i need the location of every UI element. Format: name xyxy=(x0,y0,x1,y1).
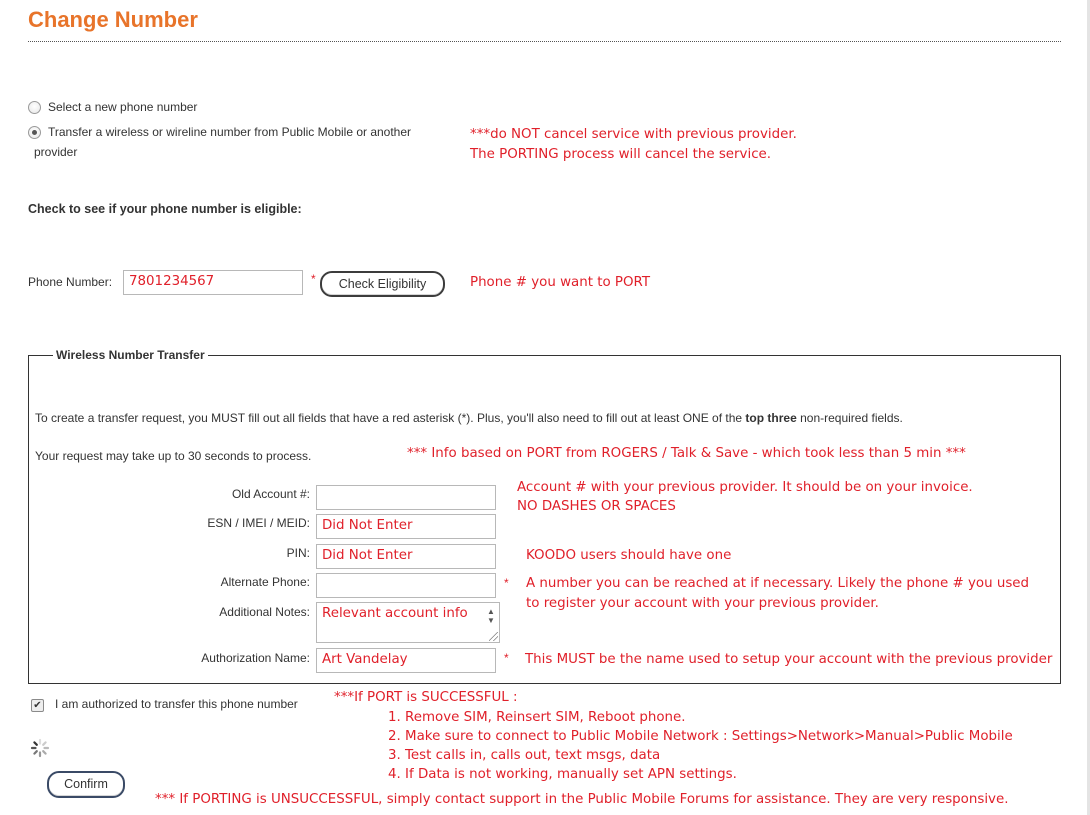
alternate-phone-input[interactable] xyxy=(316,573,496,598)
confirm-button[interactable]: Confirm xyxy=(47,771,125,798)
radio-transfer-label-line1: Transfer a wireless or wireline number from Public Mobile or another xyxy=(48,125,412,139)
loading-spinner-icon xyxy=(30,738,50,758)
additional-notes-textarea[interactable] xyxy=(316,602,500,643)
radio-transfer-number[interactable] xyxy=(28,126,41,139)
alternate-phone-label: Alternate Phone: xyxy=(220,575,310,589)
esn-input[interactable]: Did Not Enter xyxy=(316,514,496,539)
additional-notes-value: Relevant account info xyxy=(322,606,468,621)
note-phone-port: Phone # you want to PORT xyxy=(470,275,651,290)
note-auth-name: This MUST be the name used to setup your account with the previous provider xyxy=(525,652,1053,667)
old-account-input[interactable] xyxy=(316,485,496,510)
textarea-scroll-arrows-icon[interactable]: ▲ ▼ xyxy=(487,607,495,625)
authorized-label: I am authorized to transfer this phone number xyxy=(55,697,298,711)
note-cancel-line1: ***do NOT cancel service with previous provider. xyxy=(470,127,797,142)
resize-grip-icon[interactable] xyxy=(489,632,498,641)
title-divider xyxy=(28,41,1061,42)
radio-transfer-label-line2: provider xyxy=(34,145,78,159)
phone-number-label: Phone Number: xyxy=(28,275,113,289)
radio-new-number-label: Select a new phone number xyxy=(48,100,198,114)
additional-notes-label: Additional Notes: xyxy=(219,605,310,619)
note-cancel-line2: The PORTING process will cancel the service. xyxy=(470,147,772,162)
wireless-transfer-legend: Wireless Number Transfer xyxy=(53,348,208,362)
transfer-instructions xyxy=(35,411,903,425)
esn-label: ESN / IMEI / MEID: xyxy=(207,516,310,530)
old-account-label: Old Account #: xyxy=(231,487,310,501)
processing-note: Your request may take up to 30 seconds to process. xyxy=(35,449,312,463)
note-unsuccessful: *** If PORTING is UNSUCCESSFUL, simply contact support in the Public Mobile Forums for assistance. They are very responsive. xyxy=(155,792,1009,807)
note-success-step: 4. If Data is not working, manually set APN settings. xyxy=(388,767,737,782)
phone-required-mark: * xyxy=(311,272,316,286)
note-success-title: ***If PORT is SUCCESSFUL : xyxy=(334,690,518,705)
radio-new-number[interactable] xyxy=(28,101,41,114)
authorization-name-label: Authorization Name: xyxy=(201,651,310,665)
note-account-line2: NO DASHES OR SPACES xyxy=(517,499,676,514)
instructions-text-post: non-required fields. xyxy=(796,411,903,425)
phone-number-input[interactable]: 7801234567 xyxy=(123,270,303,295)
authorization-required-mark: * xyxy=(504,651,509,665)
eligibility-heading: Check to see if your phone number is eligible: xyxy=(28,202,302,216)
pin-input[interactable]: Did Not Enter xyxy=(316,544,496,569)
note-success-step: 1. Remove SIM, Reinsert SIM, Reboot phone. xyxy=(388,710,686,725)
note-koodo: KOODO users should have one xyxy=(526,548,732,563)
note-alt-line1: A number you can be reached at if necessary. Likely the phone # you used xyxy=(526,576,1030,591)
pin-label: PIN: xyxy=(286,546,310,560)
instructions-text-bold: top three xyxy=(745,411,797,425)
authorized-checkbox[interactable]: ✔ xyxy=(31,699,44,712)
note-success-step: 3. Test calls in, calls out, text msgs, data xyxy=(388,748,661,763)
note-alt-line2: to register your account with your previous provider. xyxy=(526,596,879,611)
note-account-line1: Account # with your previous provider. It should be on your invoice. xyxy=(517,480,973,495)
alternate-phone-required-mark: * xyxy=(504,576,509,590)
check-eligibility-button[interactable]: Check Eligibility xyxy=(320,271,445,297)
authorization-name-input[interactable]: Art Vandelay xyxy=(316,648,496,673)
page-title: Change Number xyxy=(28,7,198,32)
instructions-text-pre: To create a transfer request, you MUST fill out all fields that have a red asterisk (*). Plus, you'll also need to fill out at least ONE of the xyxy=(35,411,746,425)
note-success-step: 2. Make sure to connect to Public Mobile Network : Settings>Network>Manual>Public Mobile xyxy=(388,729,1013,744)
note-info-based: *** Info based on PORT from ROGERS / Talk & Save - which took less than 5 min *** xyxy=(407,446,966,461)
